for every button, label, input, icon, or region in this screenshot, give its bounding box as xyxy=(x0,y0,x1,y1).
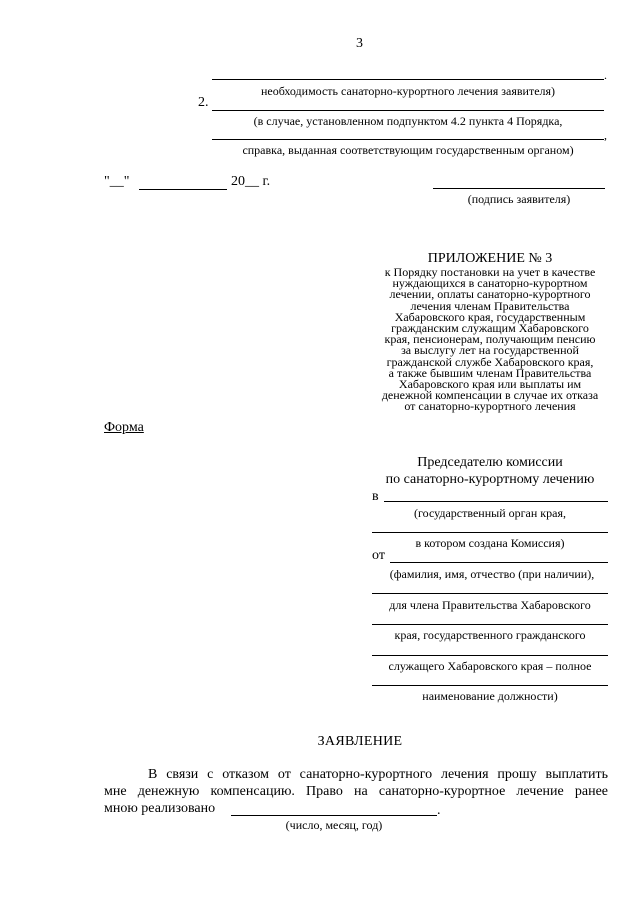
appendix-line: денежной компенсации в случае их отказа xyxy=(381,388,599,403)
appendix-line: а также бывшим членам Правительства xyxy=(388,365,592,380)
appendix-line: лечения членам Правительства xyxy=(410,298,570,313)
line-end-dot: . xyxy=(437,803,441,818)
applicant-caption-3: края, государственного гражданского xyxy=(394,628,586,642)
gov-organ-line xyxy=(384,501,608,502)
realization-date-line xyxy=(231,815,437,816)
appendix-line: гражданским служащим Хабаровского xyxy=(391,321,589,336)
appendix-text xyxy=(360,267,620,413)
signature-line xyxy=(433,188,605,189)
item-number-2: 2. xyxy=(198,95,209,110)
date-month-line xyxy=(139,189,227,190)
realization-date-caption: (число, месяц, год) xyxy=(285,818,383,832)
appendix-line: нуждающихся в санаторно-курортном xyxy=(392,276,588,291)
v-prefix: в xyxy=(372,489,379,504)
form-label: Форма xyxy=(104,420,144,435)
applicant-caption-2: для члена Правительства Хабаровского xyxy=(389,598,591,612)
applicant-caption-4: служащего Хабаровского края – полное xyxy=(388,659,592,673)
statement-line-2: мне денежную компенсацию. Право на санаторно-курортное лечение ранее xyxy=(104,784,608,799)
applicant-caption-1: (фамилия, имя, отчество (при наличии), xyxy=(389,567,595,581)
appendix-line: гражданской службе Хабаровского края, xyxy=(386,354,594,369)
appendix-title: ПРИЛОЖЕНИЕ № 3 xyxy=(427,251,553,266)
addressee-line-2: по санаторно-курортному лечению xyxy=(385,472,595,487)
fill-line-2 xyxy=(212,110,604,111)
caption-certificate: справка, выданная соответствующим государственным органом) xyxy=(242,143,574,157)
statement-title: ЗАЯВЛЕНИЕ xyxy=(317,734,403,749)
caption-necessity: необходимость санаторно-курортного лечения заявителя) xyxy=(260,84,556,98)
applicant-line-4 xyxy=(372,655,608,656)
applicant-caption-5: наименование должности) xyxy=(422,689,558,703)
appendix-line: Хабаровского края или выплаты им xyxy=(398,377,582,392)
fill-line-1 xyxy=(212,79,604,80)
gov-organ-caption: (государственный орган края, xyxy=(414,506,566,520)
fill-line-3 xyxy=(212,139,604,140)
page-number: 3 xyxy=(356,36,363,51)
commission-caption: в котором создана Комиссия) xyxy=(415,536,565,550)
statement-line-3-prefix: мною реализовано xyxy=(104,801,216,816)
appendix-line: за выслугу лет на государственной xyxy=(401,343,579,358)
appendix-line: Хабаровского края, государственным xyxy=(394,309,586,324)
signature-caption: (подпись заявителя) xyxy=(467,192,571,206)
appendix-line: от санаторно-курортного лечения xyxy=(404,399,576,414)
gov-organ-line-2 xyxy=(372,532,608,533)
appendix-line: к Порядку постановки на учет в качестве xyxy=(384,265,596,279)
line-end-dot: . xyxy=(604,68,607,82)
appendix-line: края, пенсионерам, получающим пенсию xyxy=(384,332,596,347)
appendix-line: лечении, оплаты санаторно-курортного xyxy=(389,287,591,302)
applicant-line-2 xyxy=(372,593,608,594)
caption-case: (в случае, установленном подпунктом 4.2 пункта 4 Порядка, xyxy=(253,114,563,128)
line-end-dot: , xyxy=(604,128,607,142)
date-day: "__" xyxy=(104,174,130,189)
date-year: 20__ г. xyxy=(231,174,271,189)
statement-line-1: В связи с отказом от санаторно-курортного лечения прошу выплатить xyxy=(148,767,608,782)
applicant-line-5 xyxy=(372,685,608,686)
ot-prefix: от xyxy=(372,548,385,563)
applicant-name-line xyxy=(390,562,608,563)
addressee-line-1: Председателю комиссии xyxy=(417,455,563,470)
applicant-line-3 xyxy=(372,624,608,625)
